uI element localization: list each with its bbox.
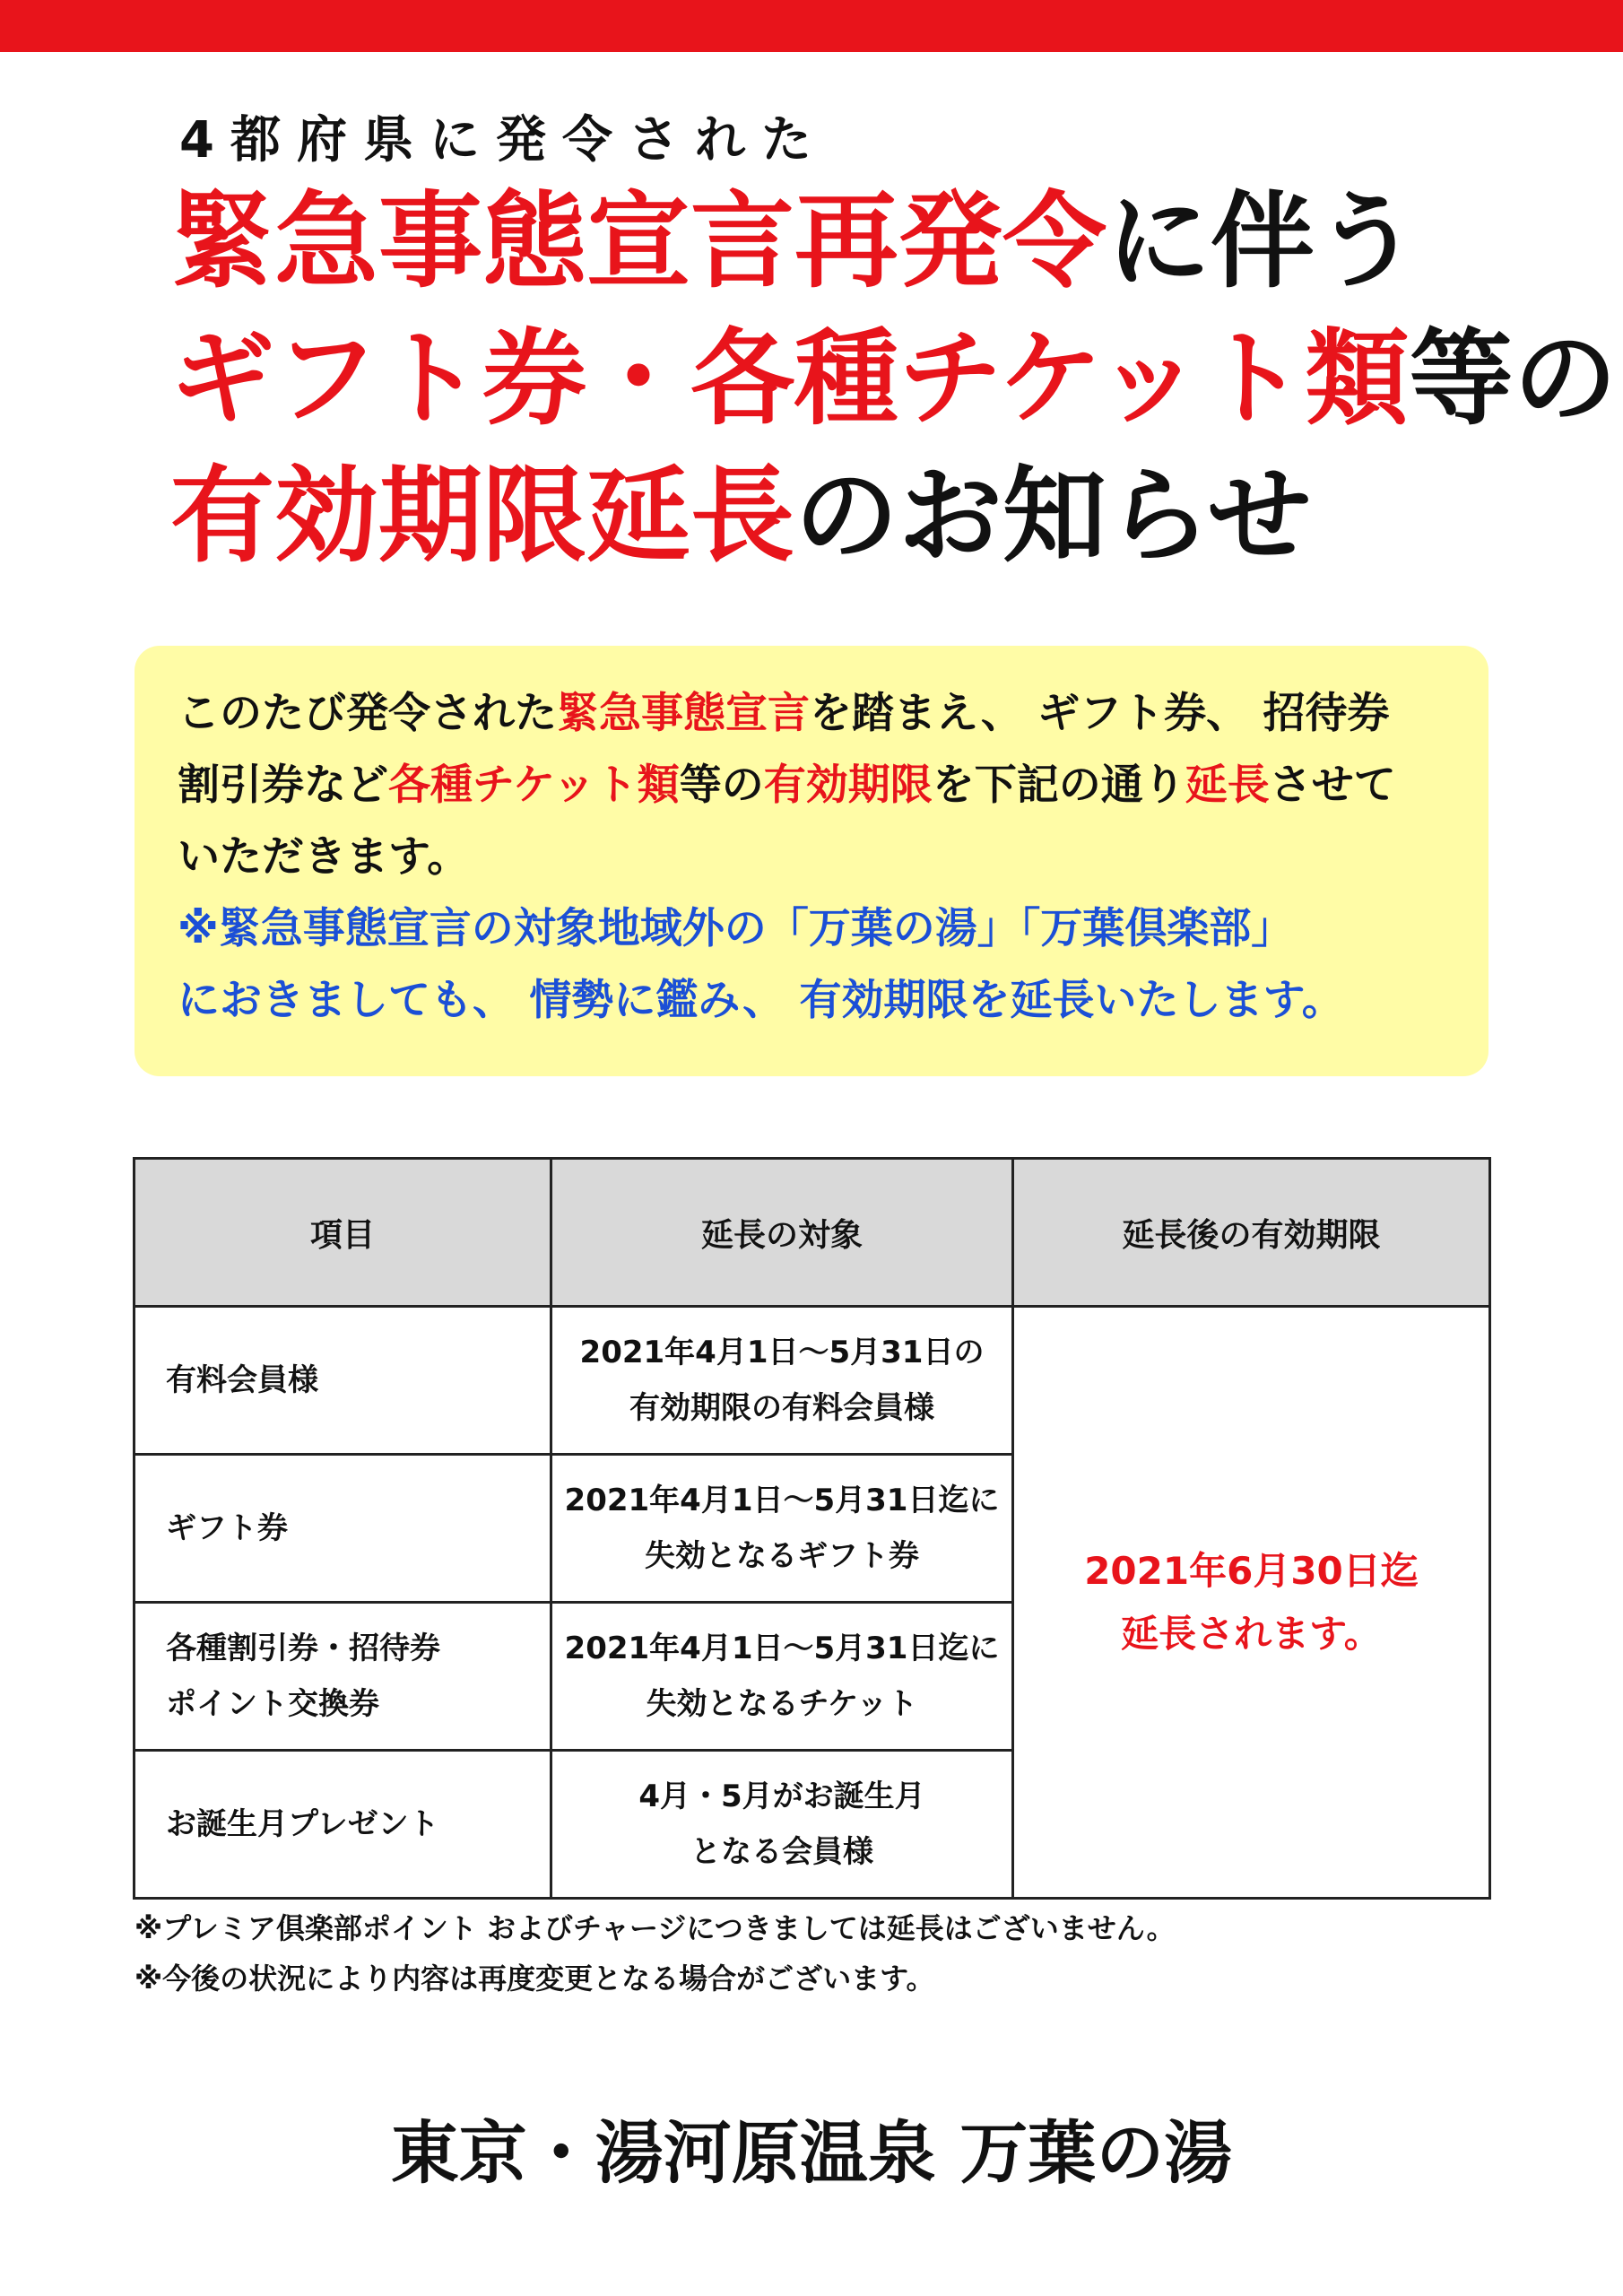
headline-line-3 [170,456,1312,577]
cell-expiry [1013,1307,1490,1899]
cell-text: 2021年4月1日〜5月31日の [579,1335,985,1370]
notice-line-4: ※緊急事態宣言の対象地域外の「万葉の湯」「万葉倶楽部」 [178,904,1294,953]
footnote: ※プレミア倶楽部ポイント およびチャージにつきましては延長はございません。 [135,1911,1176,1945]
cell-text: ポイント交換券 [166,1686,379,1722]
table-row [135,1307,1490,1455]
notice-box [135,646,1488,1076]
table-header-row [135,1159,1490,1307]
headline-2-black: 等の [1409,318,1618,439]
notice-highlight: 緊急事態宣言 [557,689,810,738]
notice-line-5: におきましても、 情勢に鑑み、 有効期限を延長いたします。 [178,976,1344,1025]
notice-text: 等の [679,761,764,810]
cell-text: ギフト券 [166,1510,288,1546]
cell-target [551,1455,1013,1603]
headline-line-2 [170,318,1618,439]
cell-text: となる会員様 [690,1834,873,1870]
cell-text: 失効となるギフト券 [645,1538,919,1574]
cell-item [135,1603,551,1751]
cell-text: 各種割引券・招待券 [166,1631,440,1666]
cell-text: 失効となるチケット [646,1686,918,1722]
pre-title: 4都府県に発令された [179,111,828,170]
headline-line-1 [170,181,1419,302]
notice-text: を踏まえ、 ギフト券、 招待券 [810,689,1390,738]
notice-line-2 [178,750,1453,822]
headline-2-red: ギフト券・各種チケット類 [170,318,1410,439]
cell-text: 2021年4月1日〜5月31日迄に [564,1631,1000,1666]
notice-text: 割引券など [178,761,388,810]
headline-1-black: に伴う [1107,181,1419,302]
expiry-date: 2021年6月30日迄 [1084,1548,1419,1593]
notice-highlight: 各種チケット類 [388,761,680,810]
cell-target [551,1307,1013,1455]
headline-1-red: 緊急事態宣言再発令 [170,181,1107,302]
cell-item [135,1307,551,1455]
header-target: 延長の対象 [551,1159,1013,1307]
notice-text: を下記の通り [932,761,1185,810]
notice-highlight: 有効期限 [763,761,933,810]
cell-text: 有効期限の有料会員様 [629,1390,934,1426]
cell-target [551,1751,1013,1899]
headline-3-red: 有効期限延長 [170,456,794,577]
headline-3-black: のお知らせ [794,456,1312,577]
cell-item [135,1455,551,1603]
expiry-note: 延長されます。 [1121,1611,1382,1656]
extension-table [133,1157,1491,1900]
cell-text: 2021年4月1日〜5月31日迄に [564,1483,1000,1518]
footnotes [135,1903,1176,2004]
notice-highlight: 延長 [1185,761,1270,810]
notice-text: させて [1269,761,1396,810]
cell-text: 有料会員様 [166,1362,318,1398]
cell-item [135,1751,551,1899]
cell-text: 4月・5月がお誕生月 [638,1779,925,1814]
header-item: 項目 [135,1159,551,1307]
notice-line-3: いただきます。 [178,832,470,882]
header-expiry: 延長後の有効期限 [1013,1159,1490,1307]
cell-text: お誕生月プレゼント [166,1806,439,1842]
cell-target [551,1603,1013,1751]
footnote: ※今後の状況により内容は再度変更となる場合がございます。 [135,1961,935,1996]
top-red-bar [0,0,1623,52]
notice-text: このたび発令された [178,689,557,738]
notice-line-1 [178,678,1453,750]
footer-brand: 東京・湯河原温泉 万葉の湯 [390,2113,1233,2193]
